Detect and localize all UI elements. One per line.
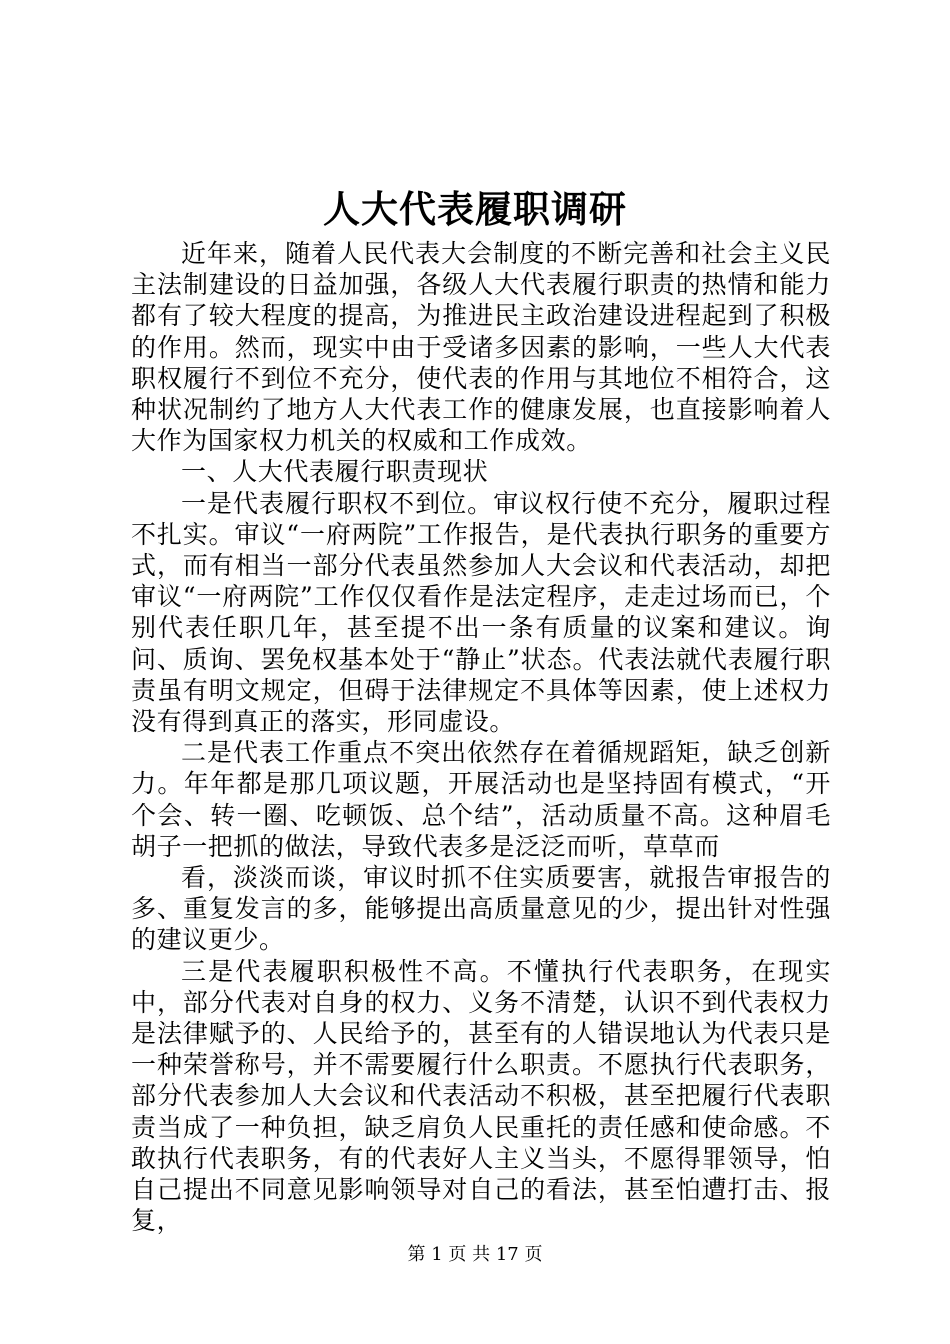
section-heading: 一、人大代表履行职责现状	[181, 457, 489, 487]
paragraph-point-three: 三是代表履职积极性不高。不懂执行代表职务，在现实中，部分代表对自身的权力、义务不清楚，认识不到代表权力是法律赋予的、人民给予的，甚至有的人错误地认为代表只是一种荣誉称号，并不需要履行什么职责。不愿执行代表职务，部分代表参加人大会议和代表活动不积极，甚至把履行代表职责当成了一种负担，缺乏肩负人民重托的责任感和使命感。不敢执行代表职务，有的代表好人主义当头，不愿得罪领导，怕自己提出不同意见影响领导对自己的看法，甚至怕遭打击、报复，	[131, 956, 831, 1236]
paragraph-intro: 近年来，随着人民代表大会制度的不断完善和社会主义民主法制建设的日益加强，各级人大代表履行职责的热情和能力都有了较大程度的提高，为推进民主政治建设进程起到了积极的作用。然而，现实中由于受诸多因素的影响，一些人大代表职权履行不到位不充分，使代表的作用与其地位不相符合，这种状况制约了地方人大代表工作的健康发展，也直接影响着人大作为国家权力机关的权威和工作成效。	[131, 239, 831, 456]
paragraph-point-one: 一是代表履行职权不到位。审议权行使不充分，履职过程不扎实。审议“一府两院”工作报告，是代表执行职务的重要方式，而有相当一部分代表虽然参加人大会议和代表活动，却把审议“一府两院”工作仅仅看作是法定程序，走走过场而已，个别代表任职几年，甚至提不出一条有质量的议案和建议。询问、质询、罢免权基本处于“静止”状态。代表法就代表履行职责虽有明文规定，但碍于法律规定不具体等因素，使上述权力没有得到真正的落实，形同虚设。	[131, 488, 831, 737]
paragraph-point-two: 二是代表工作重点不突出依然存在着循规蹈矩，缺乏创新力。年年都是那几项议题，开展活动也是坚持固有模式，“开个会、转一圈、吃顿饭、总个结”，活动质量不高。这种眉毛胡子一把抓的做法，导致代表多是泛泛而听，草草而	[131, 738, 831, 861]
document-title: 人大代表履职调研	[323, 187, 627, 231]
paragraph-continuation: 看，淡淡而谈，审议时抓不住实质要害，就报告审报告的多、重复发言的多，能够提出高质量意见的少，提出针对性强的建议更少。	[131, 863, 831, 955]
page-number-footer: 第 1 页 共 17 页	[407, 1244, 543, 1265]
document-body	[131, 238, 831, 1237]
